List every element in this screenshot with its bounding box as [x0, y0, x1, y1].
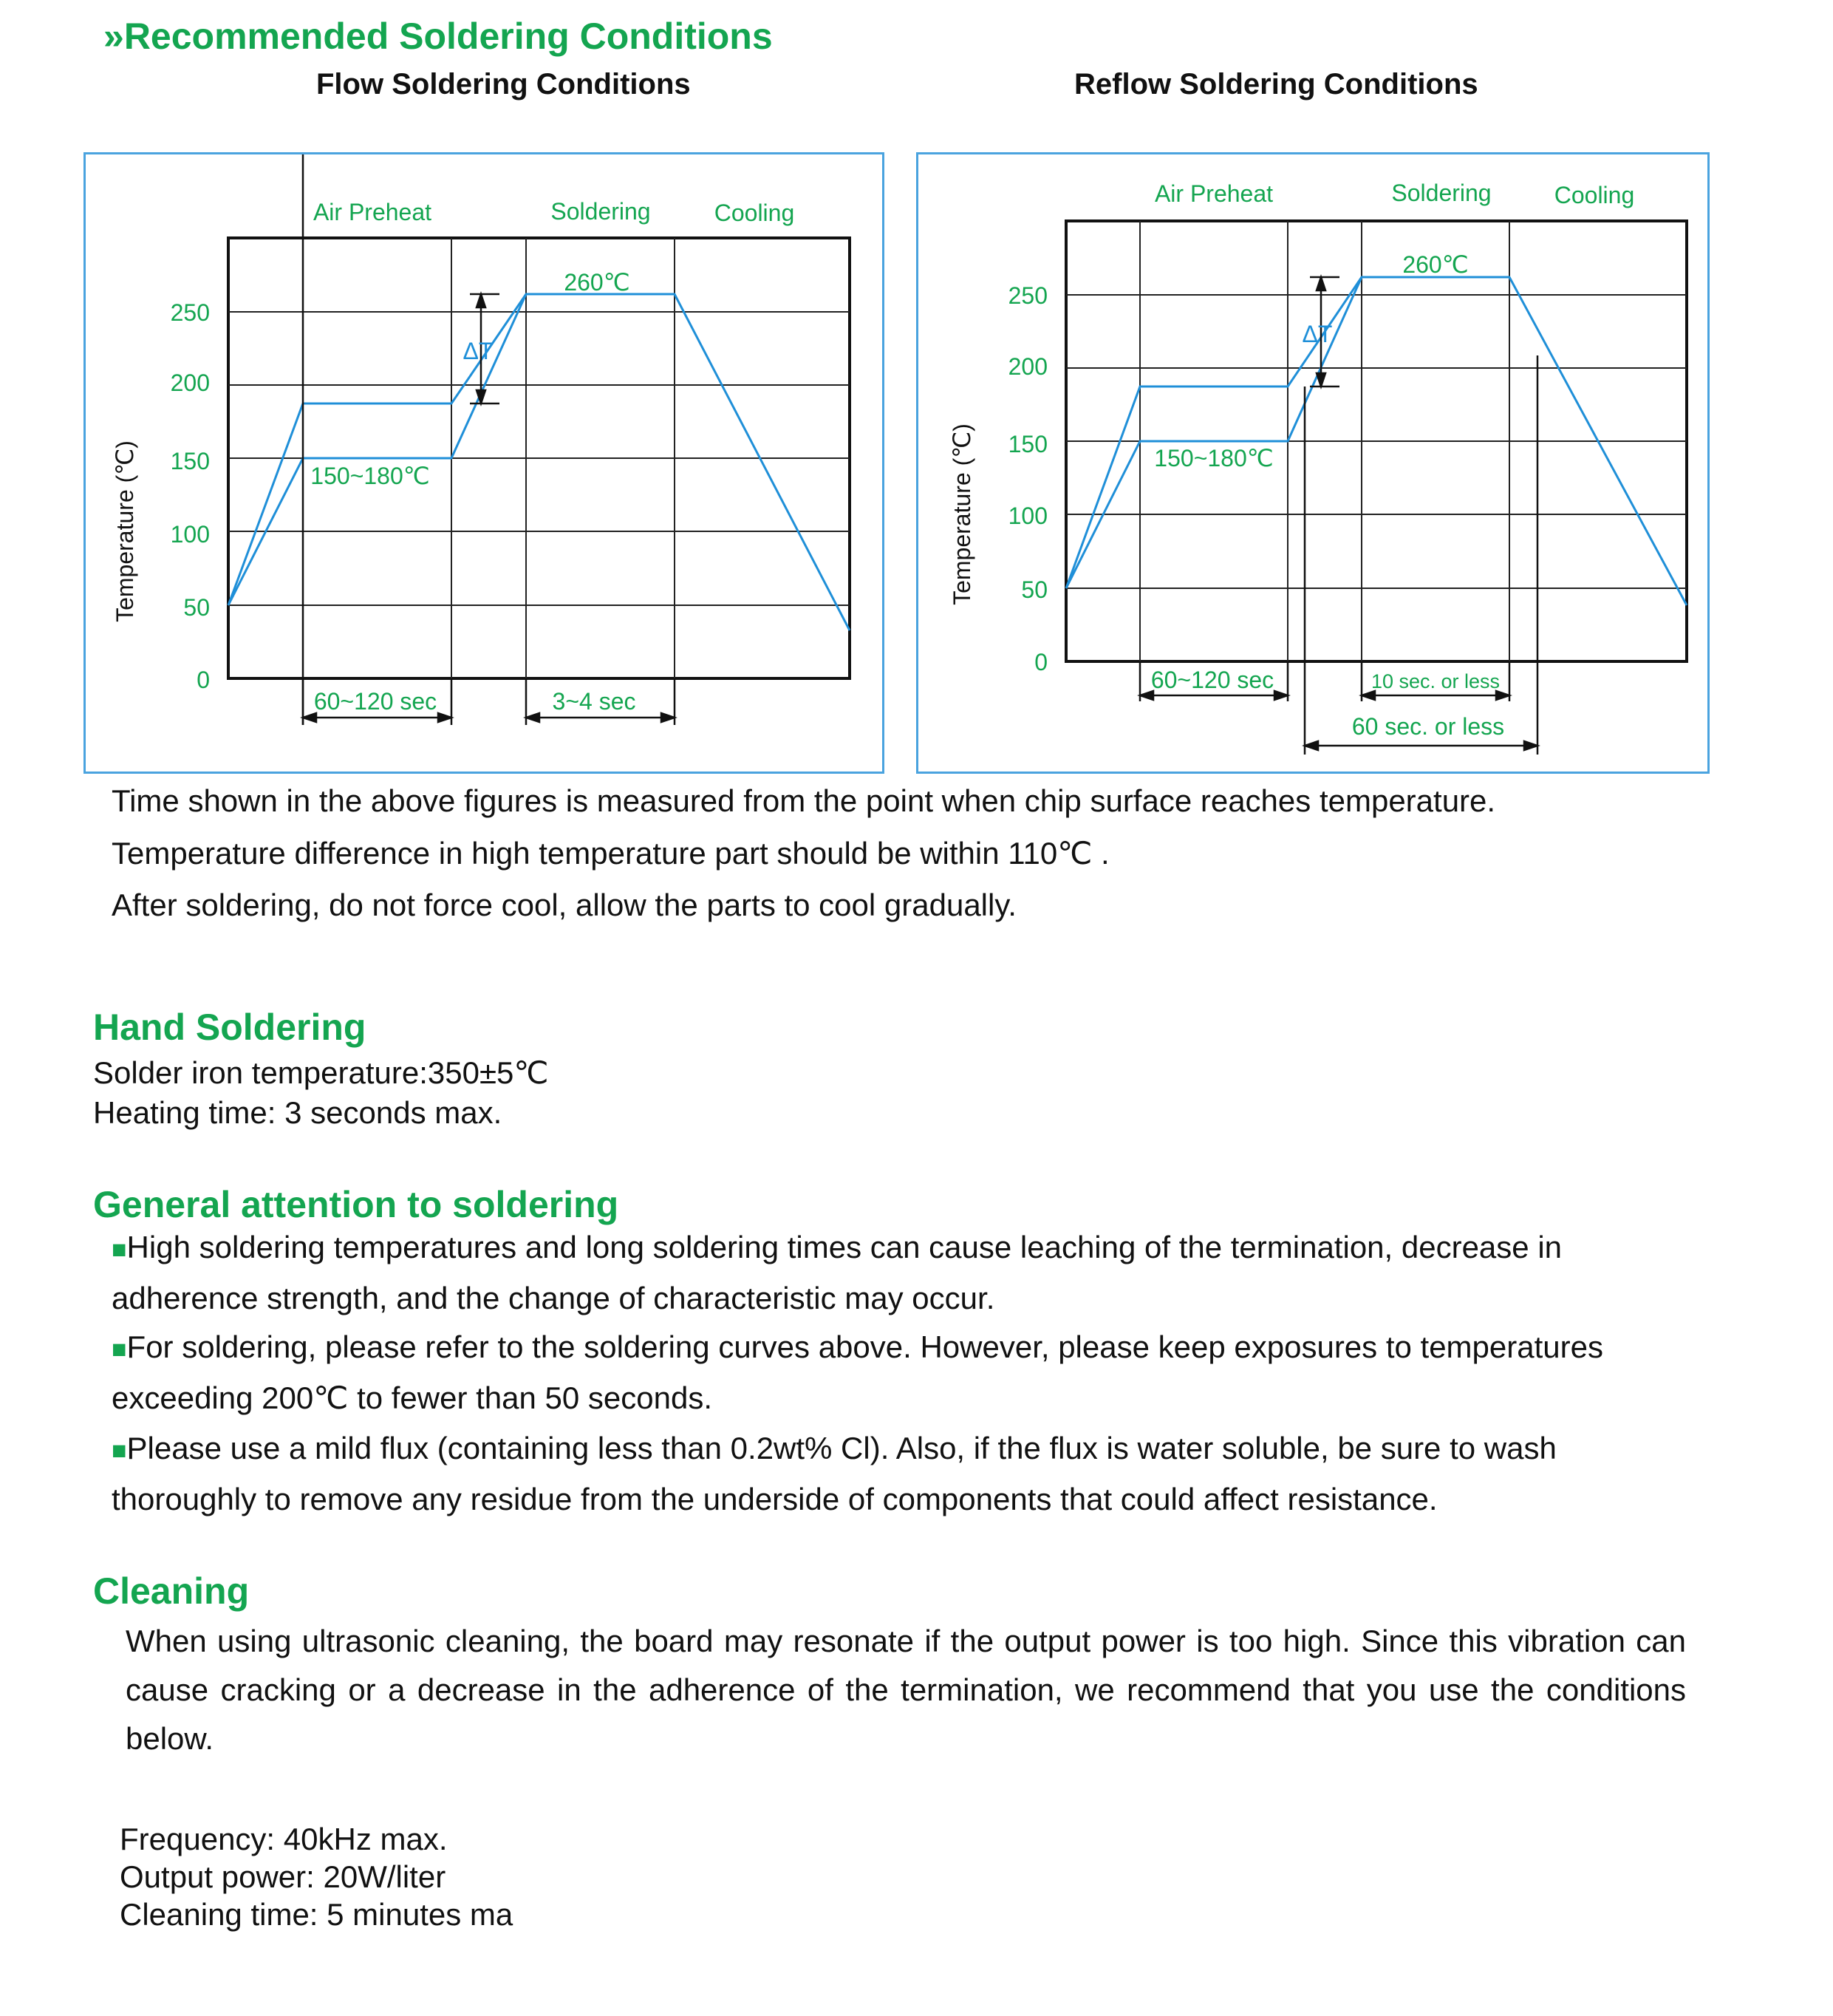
attention-item-2	[112, 1323, 1678, 1423]
flow-solder-time: 3~4 sec	[552, 688, 636, 715]
reflow-zone-cooling: Cooling	[1554, 182, 1635, 208]
flow-ytick-0: 0	[197, 667, 210, 693]
reflow-y-axis-label: Temperature (℃)	[949, 423, 975, 605]
flow-preheat-time: 60~120 sec	[313, 688, 437, 715]
cleaning-heading: Cleaning	[93, 1570, 250, 1612]
reflow-ytick-0: 0	[1034, 649, 1048, 675]
flow-ytick-250: 250	[170, 299, 210, 326]
reflow-peak-label: 260℃	[1402, 251, 1469, 278]
attention-item-2-text: For soldering, please refer to the soldering curves above. However, please keep exposures to temperatures exceeding 200℃ to fewer than 50 seconds.	[112, 1329, 1603, 1415]
reflow-ytick-50: 50	[1021, 576, 1048, 603]
reflow-preheat-time: 60~120 sec	[1150, 667, 1274, 693]
hand-soldering-time: Heating time: 3 seconds max.	[93, 1095, 502, 1130]
title-marker: »	[103, 16, 124, 57]
reflow-zone-preheat: Air Preheat	[1154, 180, 1274, 207]
attention-item-3-text: Please use a mild flux (containing less than 0.2wt% Cl). Also, if the flux is water soluble, be sure to wash thoroughly to remove any residue from the underside of components that could affect resistance.	[112, 1431, 1557, 1516]
general-attention-heading: General attention to soldering	[93, 1184, 619, 1225]
flow-ytick-200: 200	[170, 370, 210, 396]
flow-chart-title: Flow Soldering Conditions	[316, 68, 691, 101]
reflow-chart-title: Reflow Soldering Conditions	[1074, 68, 1478, 101]
flow-zone-soldering: Soldering	[550, 198, 651, 225]
flow-chart	[83, 152, 884, 774]
cleaning-frequency: Frequency: 40kHz max.	[120, 1822, 448, 1856]
bullet-icon: ■	[112, 1335, 127, 1363]
cleaning-paragraph: When using ultrasonic cleaning, the board may resonate if the output power is too high. Since this vibration can cause cracking or a decrease in the adherence of the termination, we recommend that you use the conditions below.	[126, 1624, 1686, 1756]
reflow-ytick-100: 100	[1008, 503, 1048, 529]
flow-preheat-label: 150~180℃	[310, 463, 430, 489]
reflow-ytick-200: 200	[1008, 353, 1048, 380]
cleaning-power: Output power: 20W/liter	[120, 1859, 446, 1894]
flow-zone-preheat: Air Preheat	[313, 199, 432, 225]
note-1: Time shown in the above figures is measured from the point when chip surface reaches temperature.	[112, 783, 1496, 818]
reflow-time-dimensions	[1140, 355, 1537, 755]
flow-y-axis-label: Temperature (℃)	[112, 440, 138, 622]
flow-ytick-50: 50	[183, 594, 210, 621]
bullet-icon: ■	[112, 1437, 127, 1465]
bullet-icon: ■	[112, 1236, 127, 1264]
flow-chart-svg	[86, 154, 887, 776]
reflow-ytick-150: 150	[1008, 431, 1048, 457]
reflow-chart-svg	[918, 154, 1712, 776]
flow-ytick-150: 150	[170, 448, 210, 474]
reflow-solder-time: 10 sec. or less	[1371, 670, 1501, 692]
attention-item-1-text: High soldering temperatures and long soldering times can cause leaching of the termination, decrease in adherence strength, and the change of characteristic may occur.	[112, 1230, 1563, 1315]
reflow-delta-label: ΔT	[1302, 321, 1333, 347]
reflow-ytick-250: 250	[1008, 282, 1048, 309]
flow-peak-label: 260℃	[564, 269, 630, 296]
reflow-zone-soldering: Soldering	[1391, 180, 1492, 206]
flow-ytick-100: 100	[170, 521, 210, 548]
title-text: Recommended Soldering Conditions	[123, 16, 773, 57]
reflow-preheat-label: 150~180℃	[1154, 445, 1274, 471]
reflow-chart	[916, 152, 1710, 774]
attention-item-3	[112, 1424, 1678, 1524]
reflow-total-time: 60 sec. or less	[1351, 713, 1505, 740]
flow-zone-cooling: Cooling	[714, 200, 795, 226]
cleaning-time: Cleaning time: 5 minutes ma	[120, 1897, 513, 1932]
note-2: Temperature difference in high temperature part should be within 110℃ .	[112, 836, 1110, 871]
attention-item-1	[112, 1223, 1678, 1323]
page-title	[103, 15, 773, 58]
note-3: After soldering, do not force cool, allow the parts to cool gradually.	[112, 888, 1017, 922]
flow-delta-label: ΔT	[462, 338, 494, 364]
flow-time-dimensions	[303, 154, 675, 725]
hand-soldering-temp: Solder iron temperature:350±5℃	[93, 1055, 549, 1090]
hand-soldering-heading: Hand Soldering	[93, 1007, 366, 1048]
